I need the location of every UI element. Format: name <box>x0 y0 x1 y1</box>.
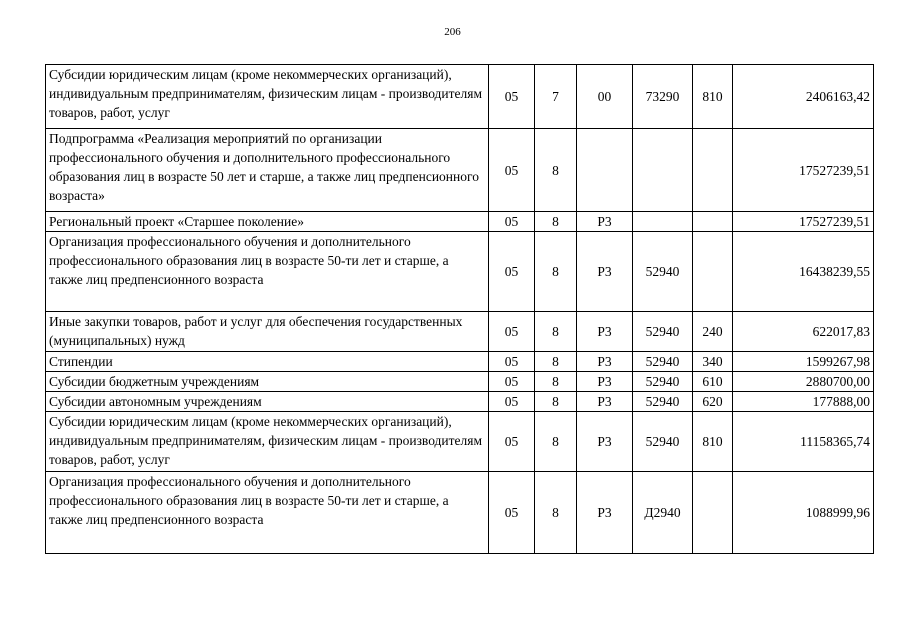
row-subprogram: P3 <box>577 312 633 352</box>
row-amount: 17527239,51 <box>733 129 874 212</box>
row-expense-type: 610 <box>693 372 733 392</box>
row-section: 05 <box>489 312 535 352</box>
row-section: 05 <box>489 129 535 212</box>
row-name: Иные закупки товаров, работ и услуг для обеспечения государственных (муниципальных) нужд <box>46 312 489 352</box>
row-code <box>633 212 693 232</box>
row-program: 8 <box>535 472 577 554</box>
row-section: 05 <box>489 232 535 312</box>
table-row <box>46 232 874 312</box>
row-expense-type: 810 <box>693 412 733 472</box>
row-name: Стипендии <box>46 352 489 372</box>
row-code: 52940 <box>633 352 693 372</box>
row-code: 52940 <box>633 232 693 312</box>
row-code: Д2940 <box>633 472 693 554</box>
row-code: 52940 <box>633 372 693 392</box>
row-section: 05 <box>489 412 535 472</box>
row-amount: 2880700,00 <box>733 372 874 392</box>
row-expense-type: 620 <box>693 392 733 412</box>
row-code: 52940 <box>633 392 693 412</box>
row-subprogram: 00 <box>577 65 633 129</box>
row-subprogram: P3 <box>577 352 633 372</box>
row-amount: 177888,00 <box>733 392 874 412</box>
row-amount: 1599267,98 <box>733 352 874 372</box>
row-expense-type <box>693 232 733 312</box>
row-name: Региональный проект «Старшее поколение» <box>46 212 489 232</box>
row-subprogram: P3 <box>577 212 633 232</box>
row-amount: 1088999,96 <box>733 472 874 554</box>
row-subprogram: P3 <box>577 412 633 472</box>
row-section: 05 <box>489 352 535 372</box>
row-section: 05 <box>489 65 535 129</box>
table-row <box>46 65 874 129</box>
table-row <box>46 372 874 392</box>
row-program: 8 <box>535 232 577 312</box>
row-amount: 16438239,55 <box>733 232 874 312</box>
row-code <box>633 129 693 212</box>
row-expense-type: 340 <box>693 352 733 372</box>
row-code: 73290 <box>633 65 693 129</box>
row-amount: 2406163,42 <box>733 65 874 129</box>
row-program: 8 <box>535 412 577 472</box>
table-row <box>46 312 874 352</box>
row-section: 05 <box>489 372 535 392</box>
row-expense-type <box>693 212 733 232</box>
budget-table <box>45 64 874 554</box>
row-name: Подпрограмма «Реализация мероприятий по организации профессионального обучения и дополнительного профессионального образования лиц в возрасте 50 лет и старше, а также лиц предпенсионного возраста» <box>46 129 489 212</box>
row-subprogram: P3 <box>577 232 633 312</box>
row-expense-type <box>693 472 733 554</box>
row-amount: 17527239,51 <box>733 212 874 232</box>
row-subprogram: P3 <box>577 372 633 392</box>
row-section: 05 <box>489 392 535 412</box>
row-expense-type <box>693 129 733 212</box>
row-amount: 622017,83 <box>733 312 874 352</box>
row-name: Субсидии бюджетным учреждениям <box>46 372 489 392</box>
row-code: 52940 <box>633 312 693 352</box>
row-subprogram: P3 <box>577 392 633 412</box>
table-row <box>46 129 874 212</box>
table-row <box>46 212 874 232</box>
table-row <box>46 412 874 472</box>
row-subprogram <box>577 129 633 212</box>
row-section: 05 <box>489 472 535 554</box>
row-expense-type: 240 <box>693 312 733 352</box>
row-name: Субсидии юридическим лицам (кроме некоммерческих организаций), индивидуальным предпринимателям, физическим лицам - производителям товаров, работ, услуг <box>46 412 489 472</box>
row-subprogram: P3 <box>577 472 633 554</box>
table-row <box>46 472 874 554</box>
row-program: 8 <box>535 212 577 232</box>
row-amount: 11158365,74 <box>733 412 874 472</box>
table-row <box>46 392 874 412</box>
row-program: 8 <box>535 372 577 392</box>
row-program: 8 <box>535 392 577 412</box>
row-name: Организация профессионального обучения и дополнительного профессионального образования лиц в возрасте 50-ти лет и старше, а также лиц предпенсионного возраста <box>46 232 489 312</box>
row-program: 8 <box>535 312 577 352</box>
row-program: 7 <box>535 65 577 129</box>
table-row <box>46 352 874 372</box>
page-number: 206 <box>444 26 461 38</box>
row-name: Субсидии автономным учреждениям <box>46 392 489 412</box>
row-expense-type: 810 <box>693 65 733 129</box>
row-name: Субсидии юридическим лицам (кроме некоммерческих организаций), индивидуальным предпринимателям, физическим лицам - производителям товаров, работ, услуг <box>46 65 489 129</box>
row-code: 52940 <box>633 412 693 472</box>
row-name: Организация профессионального обучения и дополнительного профессионального образования лиц в возрасте 50-ти лет и старше, а также лиц предпенсионного возраста <box>46 472 489 554</box>
row-section: 05 <box>489 212 535 232</box>
row-program: 8 <box>535 129 577 212</box>
row-program: 8 <box>535 352 577 372</box>
